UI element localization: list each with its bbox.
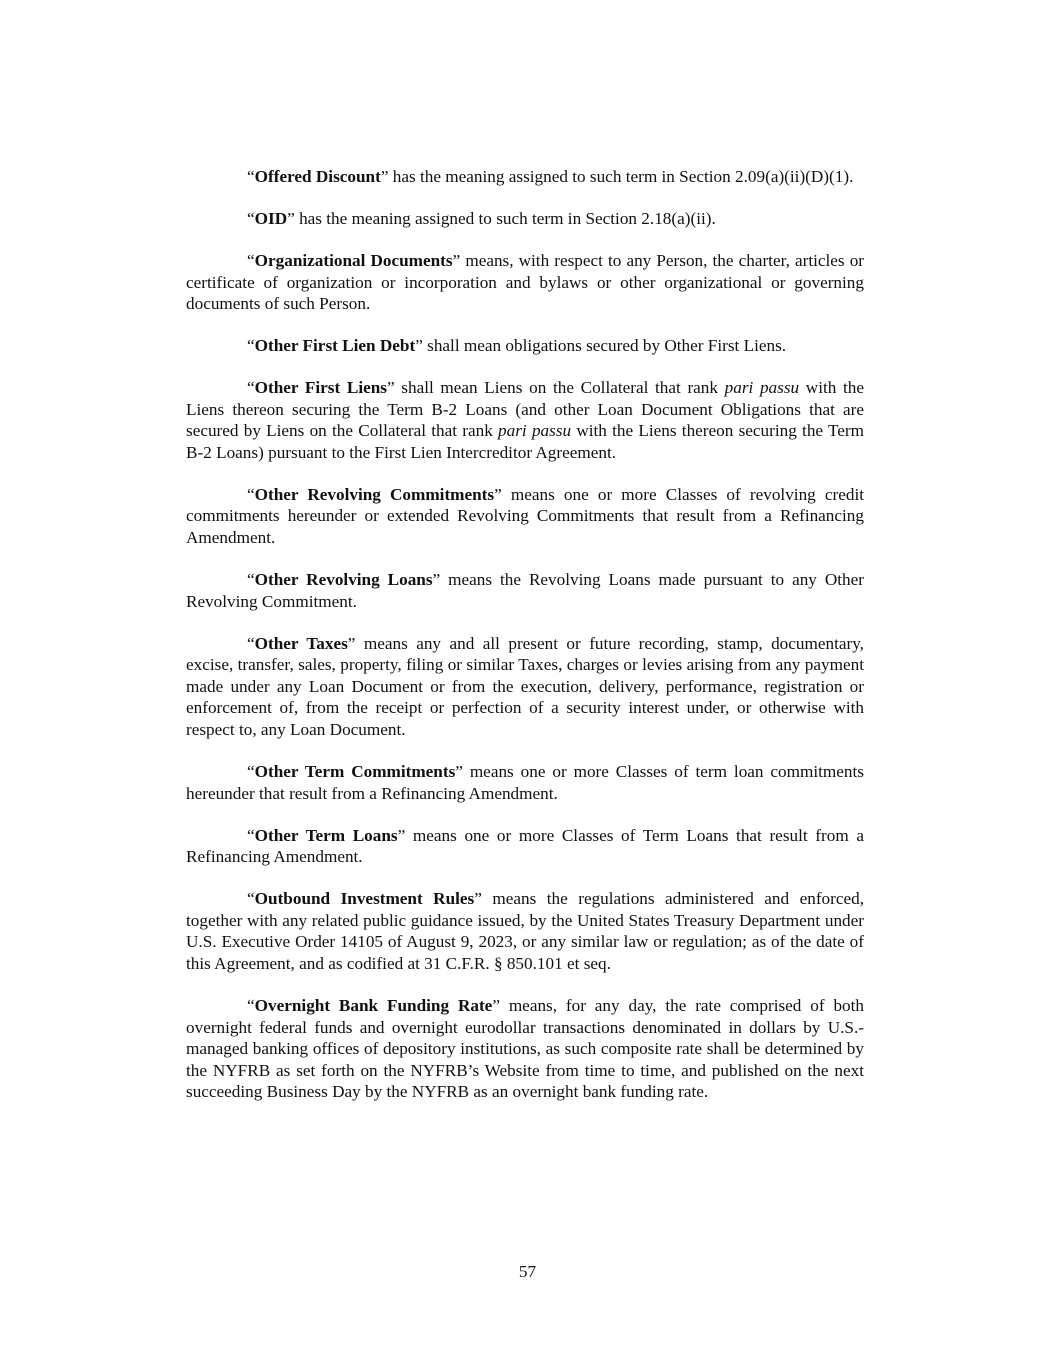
defined-term: Other First Lien Debt xyxy=(254,336,416,356)
definition-other-first-lien-debt xyxy=(186,335,864,357)
definition-other-term-commitments xyxy=(186,761,864,804)
definition-text: means any and all present or future recording, stamp, documentary, excise, transfer, sales, property, filing or similar Taxes, charges or levies arising from any payment made under any Loan Document or from the execution, delivery, performance, registration or enforcement of, from the receipt or perfection of a security interest under, or otherwise with respect to, any Loan Document. xyxy=(186,633,864,740)
definition-other-taxes xyxy=(186,633,864,741)
close-quote: ” xyxy=(455,762,463,781)
close-quote: ” xyxy=(474,889,482,909)
open-quote: “ xyxy=(247,208,255,228)
open-quote: “ xyxy=(247,995,255,1015)
definition-text: means the Revolving Loans made pursuant to any Other Revolving Commitment. xyxy=(186,570,864,611)
close-quote: ” xyxy=(452,250,461,270)
close-quote: ” xyxy=(492,995,500,1015)
italic-phrase: pari passu xyxy=(498,421,572,441)
close-quote: ” xyxy=(432,570,441,590)
definition-text: shall mean Liens on the Collateral that rank xyxy=(394,378,725,398)
definition-text: means, for any day, the rate comprised of both overnight federal funds and overnight eurodollar transactions denominated in dollars by U.S.-managed banking offices of depository institutions, as such composite rate shall be determined by the NYFRB as set forth on the NYFRB’s Website from time to time, and published on the next succeeding Business Day by the NYFRB as an overnight bank funding rate. xyxy=(186,995,865,1102)
open-quote: “ xyxy=(247,825,255,845)
defined-term: Overnight Bank Funding Rate xyxy=(254,995,493,1015)
open-quote: “ xyxy=(247,250,255,270)
close-quote: ” xyxy=(415,336,423,356)
defined-term: OID xyxy=(254,208,288,228)
definition-text: means one or more Classes of term loan commitments hereunder that result from a Refinancing Amendment. xyxy=(186,762,864,803)
definition-text: has the meaning assigned to such term in Section 2.18(a)(ii). xyxy=(294,208,716,228)
definition-other-first-liens xyxy=(186,377,864,463)
defined-term: Other Taxes xyxy=(254,633,348,653)
defined-term: Outbound Investment Rules xyxy=(254,889,475,909)
open-quote: “ xyxy=(247,762,255,781)
close-quote: ” xyxy=(386,378,395,398)
definition-text: means one or more Classes of revolving credit commitments hereunder or extended Revolving Commitments that result from a Refinancing Amendment. xyxy=(186,484,865,548)
close-quote: ” xyxy=(494,484,502,504)
definition-text: means one or more Classes of Term Loans that result from a Refinancing Amendment. xyxy=(186,825,864,867)
definition-organizational-documents xyxy=(186,250,864,315)
close-quote: ” xyxy=(380,167,389,186)
open-quote: “ xyxy=(247,378,255,398)
definition-outbound-investment-rules xyxy=(186,888,864,974)
open-quote: “ xyxy=(247,484,255,504)
definition-overnight-bank-funding-rate xyxy=(186,995,864,1103)
open-quote: “ xyxy=(247,889,255,909)
definition-text: means, with respect to any Person, the charter, articles or certificate of organization or incorporation and bylaws or other organizational or governing documents of such Person. xyxy=(186,250,865,314)
definition-oid xyxy=(186,208,864,230)
defined-term: Other Revolving Loans xyxy=(254,570,433,590)
definition-other-revolving-loans xyxy=(186,569,864,612)
defined-term: Other First Liens xyxy=(254,378,387,398)
defined-term: Other Term Commitments xyxy=(254,762,456,781)
open-quote: “ xyxy=(247,336,255,356)
open-quote: “ xyxy=(247,570,255,590)
open-quote: “ xyxy=(247,167,255,186)
defined-term: Offered Discount xyxy=(254,167,381,186)
definition-text: means the regulations administered and enforced, together with any related public guidance issued, by the United States Treasury Department under U.S. Executive Order 14105 of August 9, 2023, or any similar law or regulation; as of the date of this Agreement, and as codified at 31 C.F.R. § 850.101 et seq. xyxy=(186,889,865,973)
close-quote: ” xyxy=(287,208,295,228)
open-quote: “ xyxy=(247,633,255,653)
close-quote: ” xyxy=(347,633,356,653)
defined-term: Other Term Loans xyxy=(254,825,398,845)
definition-text: with the Liens thereon securing the Term B-2 Loans) pursuant to the First Lien Intercreditor Agreement. xyxy=(186,421,864,462)
definition-offered-discount xyxy=(186,166,864,188)
definition-other-term-loans xyxy=(186,825,864,868)
document-page xyxy=(186,166,864,1123)
italic-phrase: pari passu xyxy=(724,378,800,398)
definition-text: with the Liens thereon securing the Term B-2 Loans (and other Loan Document Obligations that are secured by Liens on the Collateral that rank xyxy=(186,378,864,441)
defined-term: Other Revolving Commitments xyxy=(254,484,495,504)
close-quote: ” xyxy=(397,825,406,845)
definition-text: shall mean obligations secured by Other First Liens. xyxy=(422,336,787,356)
definition-text: has the meaning assigned to such term in Section 2.09(a)(ii)(D)(1). xyxy=(388,167,854,186)
page-number: 57 xyxy=(518,1262,537,1281)
defined-term: Organizational Documents xyxy=(254,250,453,270)
definition-other-revolving-commitments xyxy=(186,484,864,549)
